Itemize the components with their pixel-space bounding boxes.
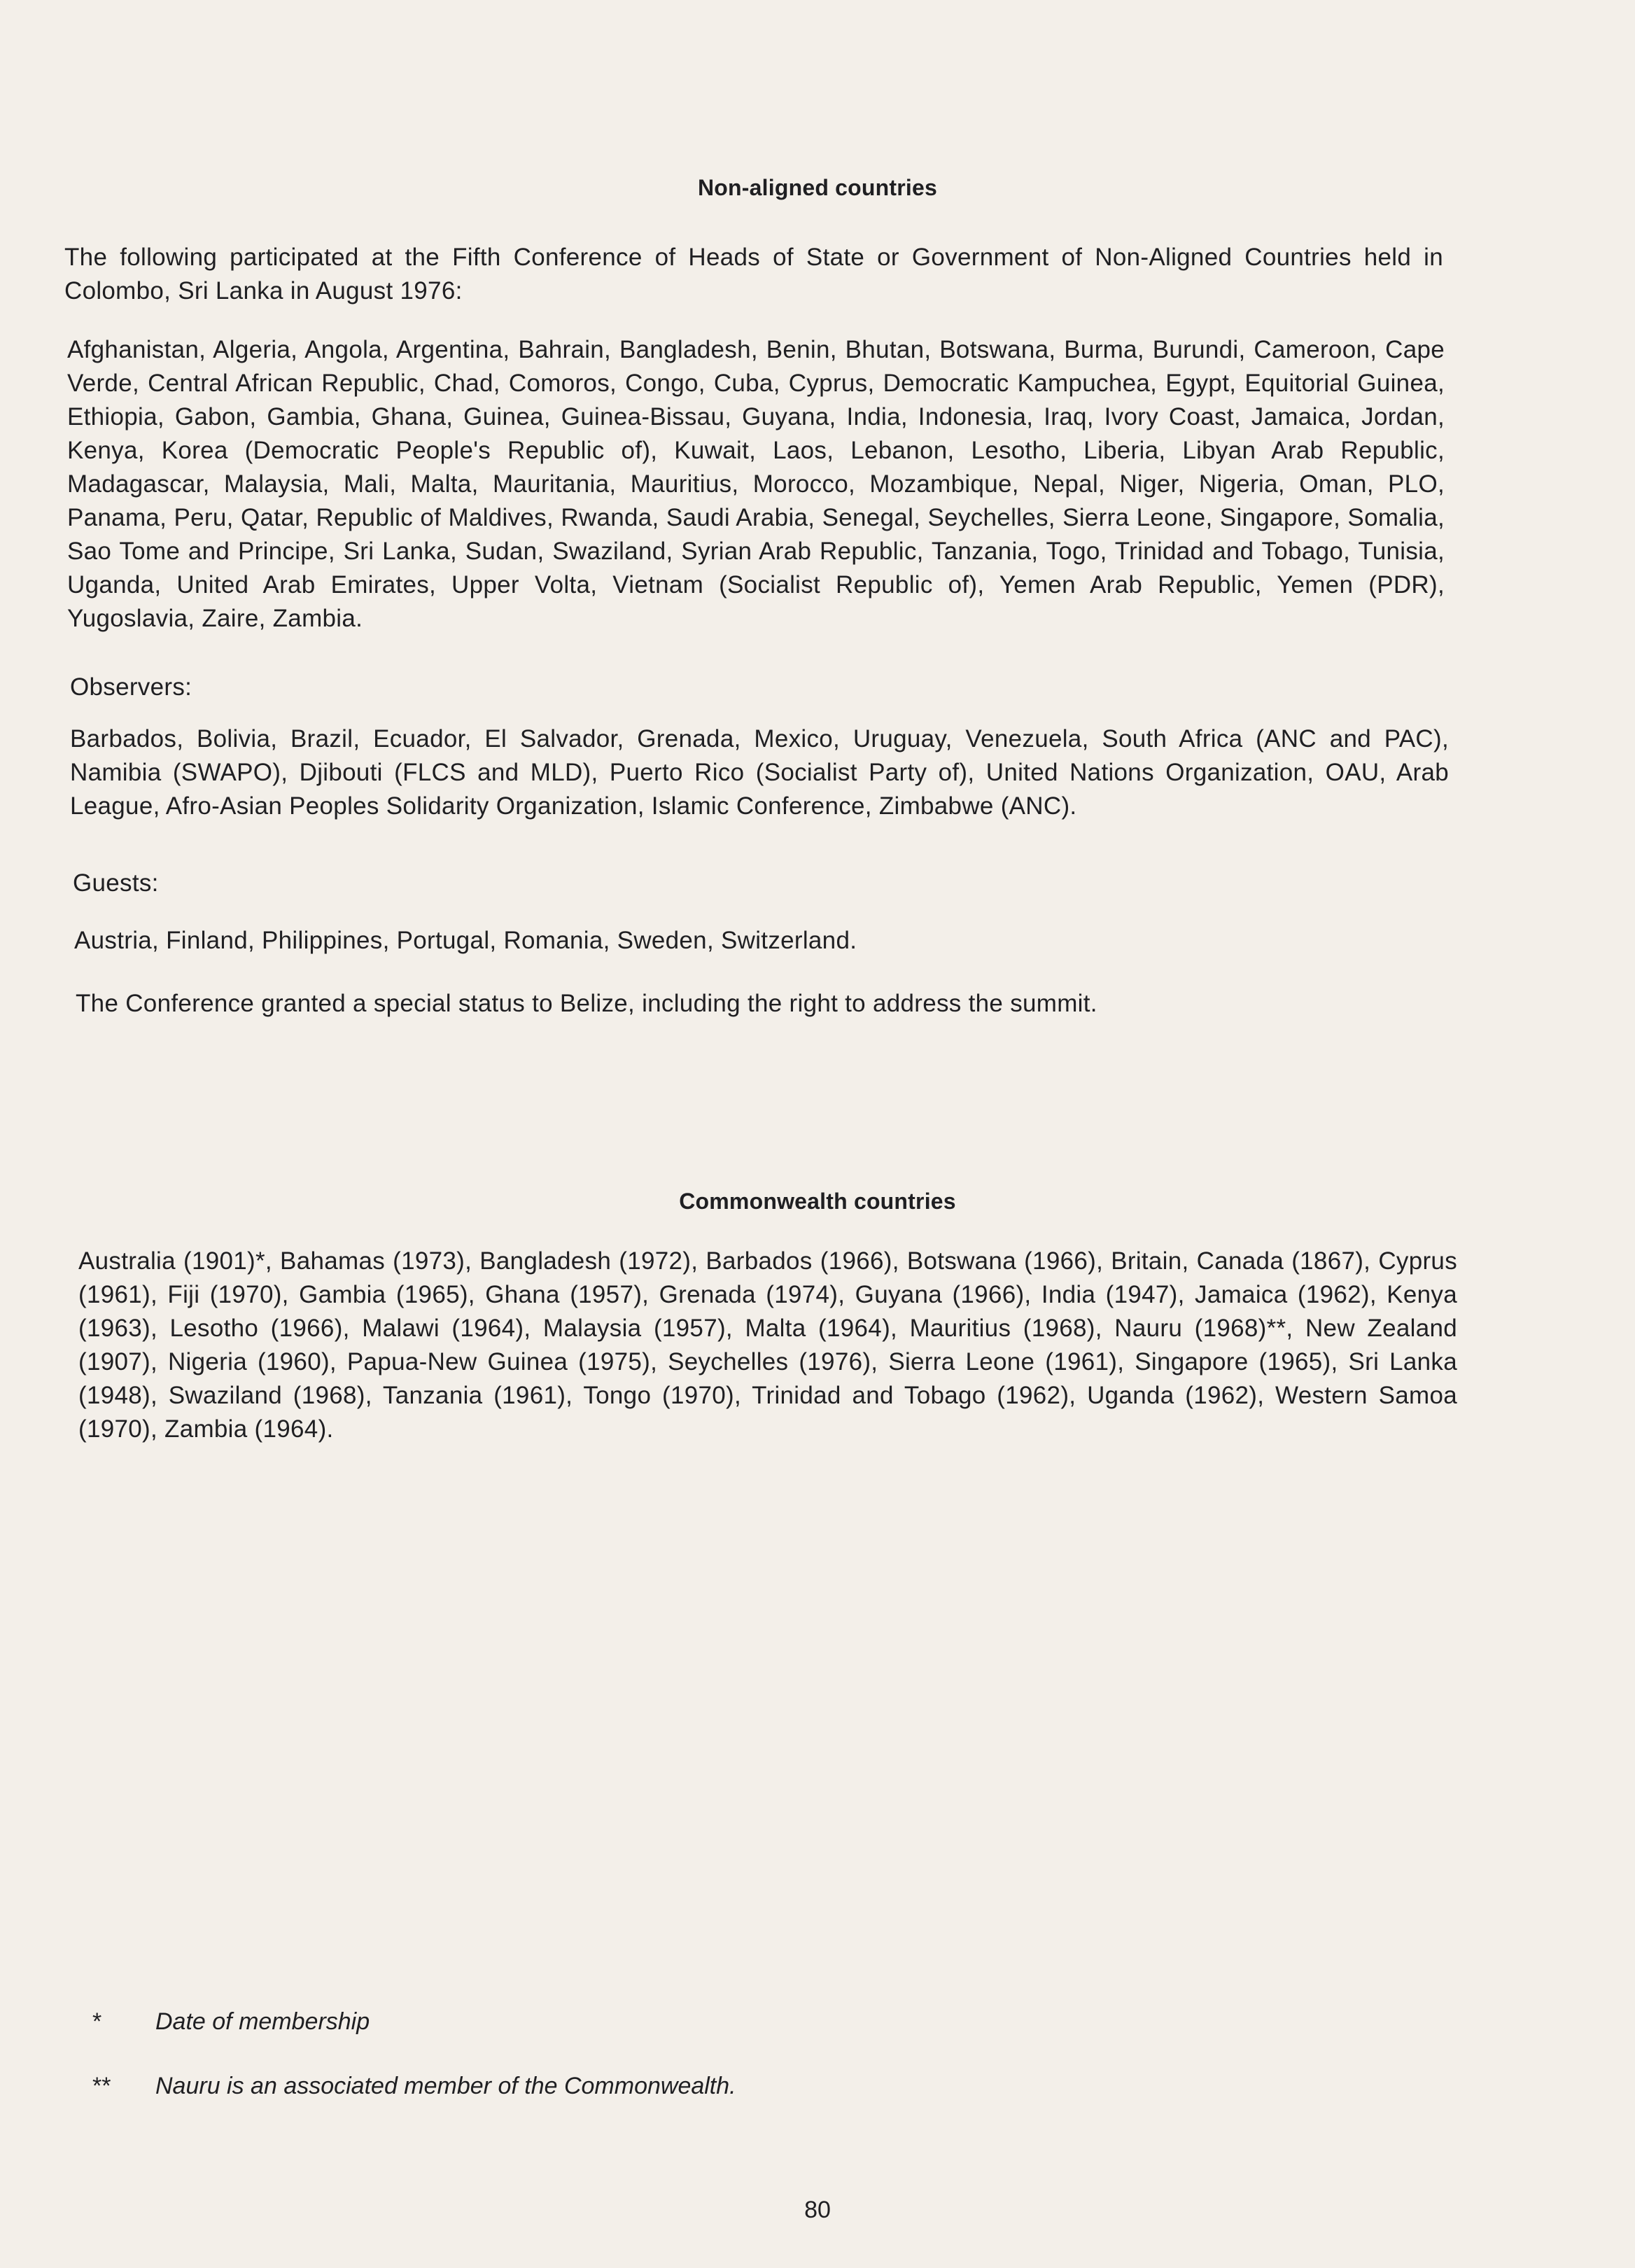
special-status-note: The Conference granted a special status to Belize, including the right to address the summit. [76, 990, 1097, 1017]
footnote-membership-date [92, 2006, 370, 2037]
footnote-mark: ** [92, 2073, 111, 2099]
commonwealth-members-list: Australia (1901)*, Bahamas (1973), Bangladesh (1972), Barbados (1966), Botswana (1966), Britain, Canada (1867), Cyprus (1961), Fiji (1970), Gambia (1965), Ghana (1957), Grenada (1974), Guyana (1966), India (1947), Jamaica (1962), Kenya (1963), Lesotho (1966), Malawi (1964), Malaysia (1957), Malta (1964), Mauritius (1968), Nauru (1968)**, New Zealand (1907), Nigeria (1960), Papua-New Guinea (1975), Seychelles (1976), Sierra Leone (1961), Singapore (1965), Sri Lanka (1948), Swaziland (1968), Tanzania (1961), Tongo (1970), Trinidad and Tobago (1962), Uganda (1962), Western Samoa (1970), Zambia (1964). [78, 1247, 1457, 1443]
observers-list: Barbados, Bolivia, Brazil, Ecuador, El Salvador, Grenada, Mexico, Uruguay, Venezuela, South Africa (ANC and PAC), Namibia (SWAPO), Djibouti (FLCS and MLD), Puerto Rico (Socialist Party of), United Nations Organization, OAU, Arab League, Afro-Asian Peoples Solidarity Organization, Islamic Conference, Zimbabwe (ANC). [70, 725, 1449, 820]
participants-list: Afghanistan, Algeria, Angola, Argentina, Bahrain, Bangladesh, Benin, Bhutan, Botswana, Burma, Burundi, Cameroon, Cape Verde, Central African Republic, Chad, Comoros, Congo, Cuba, Cyprus, Democratic Kampuchea, Egypt, Equitorial Guinea, Ethiopia, Gabon, Gambia, Ghana, Guinea, Guinea-Bissau, Guyana, India, Indonesia, Iraq, Ivory Coast, Jamaica, Jordan, Kenya, Korea (Democratic People's Republic of), Kuwait, Laos, Lebanon, Lesotho, Liberia, Libyan Arab Republic, Madagascar, Malaysia, Mali, Malta, Mauritania, Mauritius, Morocco, Mozambique, Nepal, Niger, Nigeria, Oman, PLO, Panama, Peru, Qatar, Republic of Maldives, Rwanda, Saudi Arabia, Senegal, Seychelles, Sierra Leone, Singapore, Somalia, Sao Tome and Principe, Sri Lanka, Sudan, Swaziland, Syrian Arab Republic, Tanzania, Togo, Trinidad and Tobago, Tunisia, Uganda, United Arab Emirates, Upper Volta, Vietnam (Socialist Republic of), Yemen Arab Republic, Yemen (PDR), Yugoslavia, Zaire, Zambia. [67, 336, 1445, 632]
footnote-text: Nauru is an associated member of the Commonwealth. [155, 2073, 736, 2099]
commonwealth-heading: Commonwealth countries [679, 1189, 956, 1214]
non-aligned-heading: Non-aligned countries [698, 175, 937, 200]
non-aligned-intro: The following participated at the Fifth Conference of Heads of State or Government of Non-Aligned Countries held in Colombo, Sri Lanka in August 1976: [64, 244, 1443, 304]
footnote-mark: * [92, 2008, 102, 2035]
observers-label: Observers: [70, 673, 192, 701]
guests-label: Guests: [73, 869, 159, 897]
guests-list: Austria, Finland, Philippines, Portugal, Romania, Sweden, Switzerland. [74, 927, 857, 954]
page-number: 80 [804, 2197, 831, 2223]
footnote-text: Date of membership [155, 2008, 370, 2035]
footnote-nauru [92, 2071, 736, 2101]
